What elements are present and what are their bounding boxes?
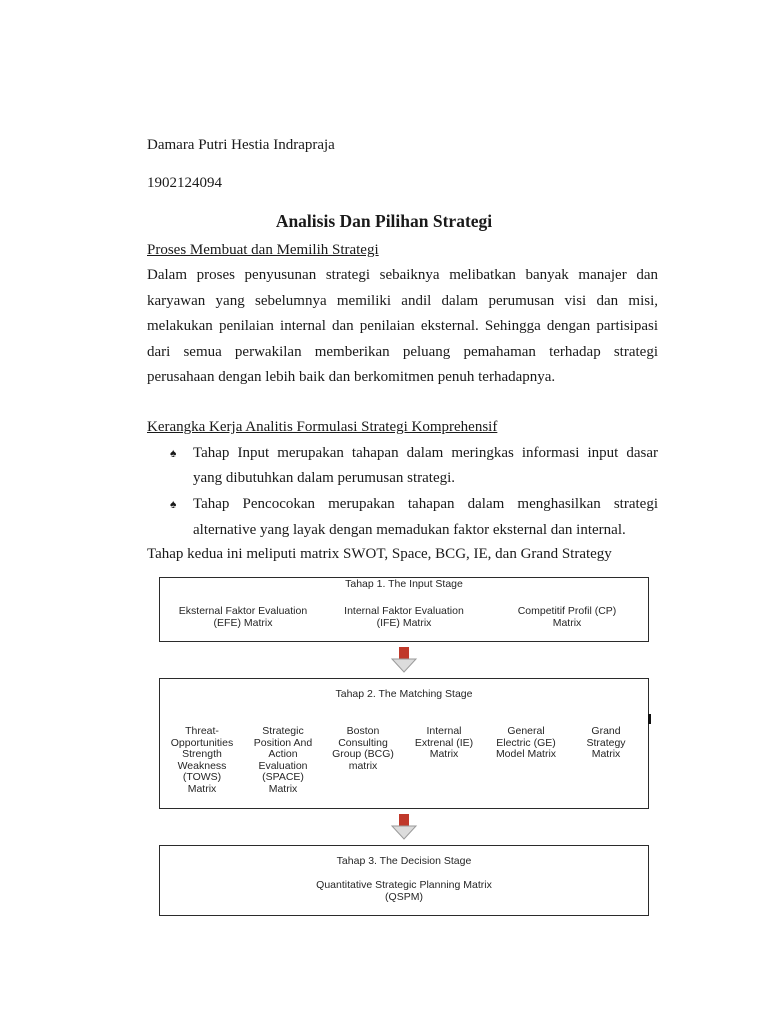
- stage3-title: Tahap 3. The Decision Stage: [336, 855, 472, 867]
- spade-bullet-icon: ♠: [170, 497, 177, 511]
- stage2-item-grand: Grand Strategy Matrix: [586, 725, 626, 760]
- section2-heading: Kerangka Kerja Analitis Formulasi Strategi Komprehensif: [147, 419, 498, 435]
- stage1-item-efe: Eksternal Faktor Evaluation (EFE) Matrix: [178, 605, 308, 629]
- section1-heading: Proses Membuat dan Memilih Strategi: [147, 242, 379, 258]
- student-id: 1902124094: [147, 175, 222, 191]
- paragraph-line: melakukan penilaian internal dan penilaian eksternal. Sehingga dengan partisipasi: [147, 318, 658, 334]
- page-title: Analisis Dan Pilihan Strategi: [275, 211, 493, 231]
- paragraph-line: Dalam proses penyusunan strategi sebaiknya melibatkan banyak manajer dan: [147, 267, 658, 283]
- stage2-box: [159, 678, 649, 809]
- author-name: Damara Putri Hestia Indrapraja: [147, 137, 335, 153]
- stage2-item-tows: Threat- Opportunities Strength Weakness (TOWS) Matrix: [170, 725, 234, 795]
- stage2-item-ge: General Electric (GE) Model Matrix: [495, 725, 557, 760]
- paragraph-line: perusahaan dengan lebih baik dan berkomitmen penuh terhadapnya.: [147, 369, 556, 385]
- edge-tick-mark: [648, 714, 651, 724]
- stage1-item-ife: Internal Faktor Evaluation (IFE) Matrix: [344, 605, 464, 629]
- bullet-line: yang dibutuhkan dalam perumusan strategi.: [193, 470, 456, 486]
- bullet-line: Tahap Input merupakan tahapan dalam meringkas informasi input dasar: [193, 445, 658, 461]
- stage1-title: Tahap 1. The Input Stage: [345, 578, 463, 590]
- closing-line: Tahap kedua ini meliputi matrix SWOT, Space, BCG, IE, dan Grand Strategy: [147, 546, 612, 562]
- paragraph-line: karyawan yang sebelumnya memiliki andil dalam perumusan visi dan misi,: [147, 293, 658, 309]
- stage1-item-cp: Competitif Profil (CP) Matrix: [517, 605, 617, 629]
- down-arrow-icon: [389, 645, 419, 675]
- stage1-box: [159, 577, 649, 642]
- bullet-line: alternative yang layak dengan memadukan faktor eksternal dan internal.: [193, 522, 626, 538]
- spade-bullet-icon: ♠: [170, 446, 177, 460]
- stage2-item-space: Strategic Position And Action Evaluation (SPACE) Matrix: [253, 725, 313, 795]
- bullet-line: Tahap Pencocokan merupakan tahapan dalam menghasilkan strategi: [193, 496, 658, 512]
- paragraph-line: dari semua perwakilan memberikan peluang pemahaman terhadap strategi: [147, 344, 658, 360]
- stage2-item-ie: Internal Extrenal (IE) Matrix: [414, 725, 474, 760]
- stage2-title: Tahap 2. The Matching Stage: [335, 688, 473, 700]
- stage3-box: [159, 845, 649, 916]
- stage3-item-qspm: Quantitative Strategic Planning Matrix (QSPM): [316, 879, 492, 903]
- stage2-item-bcg: Boston Consulting Group (BCG) matrix: [332, 725, 394, 772]
- down-arrow-icon: [389, 812, 419, 842]
